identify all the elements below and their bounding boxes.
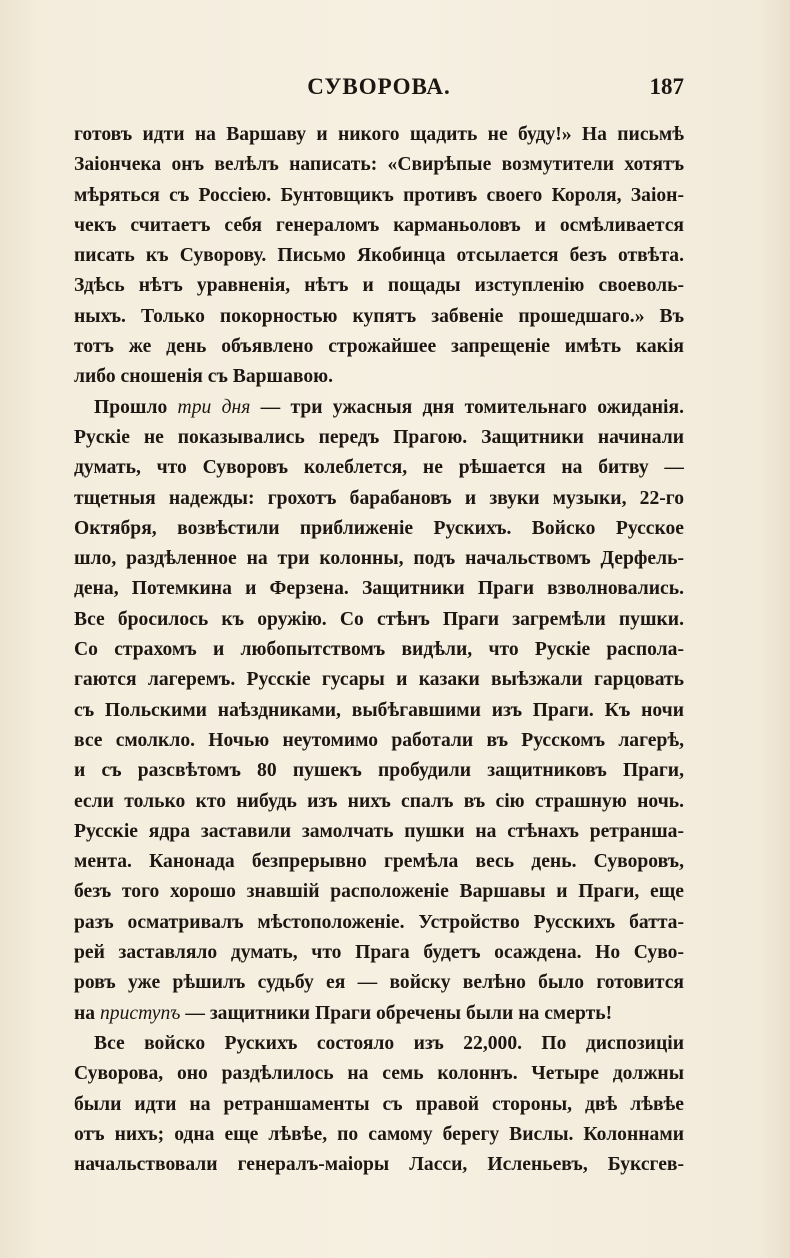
text-line: ныхъ. Только покорностью купятъ забвеніе прошедшаго.» Въ <box>74 305 684 327</box>
text-line: начальствовали генералъ-маіоры Ласси, Исленьевъ, Буксгев- <box>74 1154 684 1176</box>
text-line: разъ осматривалъ мѣстоположеніе. Устройство Русскихъ батта- <box>74 911 684 933</box>
text-line: Русскіе ядра заставили замолчать пушки на стѣнахъ ретранша- <box>74 820 684 842</box>
text-line: шло, раздѣленное на три колонны, подъ начальствомъ Дерфель- <box>74 548 684 570</box>
running-title: СУВОРОВА. <box>307 74 451 99</box>
text-line: Все войско Рускихъ состояло изъ 22,000. По диспозиціи <box>94 1032 684 1054</box>
text-line: мента. Канонада безпрерывно гремѣла весь день. Суворовъ, <box>74 851 684 873</box>
text-line: Руcкіе не показывались передъ Прагою. Защитники начинали <box>74 426 684 448</box>
text-line: тотъ же день объявлено строжайшее запрещеніе имѣть какія <box>74 336 684 358</box>
text-line: Октября, возвѣстили приближеніе Рускихъ. Войско Русское <box>74 517 684 539</box>
page-number: 187 <box>649 74 684 99</box>
text-line: либо сношенія съ Варшавою. <box>74 366 334 388</box>
text-line: Здѣсь нѣтъ уравненія, нѣтъ и пощады изступленію своеволь- <box>74 275 684 297</box>
emphasis-text: приступъ <box>100 1002 181 1024</box>
text-run: — защитники Праги обречены были на смерть! <box>180 1002 613 1024</box>
text-line: чекъ считаетъ себя генераломъ карманьоловъ и осмѣливается <box>74 214 684 236</box>
text-line: Со страхомъ и любопытствомъ видѣли, что Рускіе распола- <box>74 639 684 661</box>
text-line: безъ того хорошо знавшій расположеніе Варшавы и Праги, еще <box>74 881 684 903</box>
text-line: все смолкло. Ночью неутомимо работали въ Русскомъ лагерѣ, <box>74 729 684 751</box>
body-text <box>74 120 684 1180</box>
text-line: отъ нихъ; одна еще лѣвѣе, по самому берегу Вислы. Колоннами <box>74 1123 684 1145</box>
text-line: если только кто нибудь изъ нихъ спалъ въ сію страшную ночь. <box>74 790 684 812</box>
text-line: и съ разсвѣтомъ 80 пушекъ пробудили защитниковъ Праги, <box>74 760 684 782</box>
text-line: рей заставляло думать, что Прага будетъ осаждена. Но Суво- <box>74 942 684 964</box>
page-header <box>74 72 684 106</box>
text-line: дена, Потемкина и Ферзена. Защитники Праги взволновались. <box>74 578 684 600</box>
text-line: Все бросилось къ оружію. Со стѣнъ Праги загремѣли пушки. <box>74 608 684 630</box>
text-line: Заіончека онъ велѣлъ написать: «Свирѣпые возмутители хотятъ <box>74 154 684 176</box>
text-run: — три ужасныя дня томительнаго ожиданія. <box>250 396 684 418</box>
text-line <box>74 393 684 423</box>
text-run: Прошло <box>94 396 178 418</box>
text-line: думать, что Суворовъ колеблется, не рѣшается на битву — <box>74 457 684 479</box>
text-line: съ Польскими наѣздниками, выбѣгавшими изъ Праги. Къ ночи <box>74 699 684 721</box>
text-line: гаются лагеремъ. Русскіе гусары и казаки выѣзжали гарцовать <box>74 669 684 691</box>
text-line: ровъ уже рѣшилъ судьбу ея — войску велѣно было готовится <box>74 972 684 994</box>
text-line: были идти на ретраншаменты съ правой стороны, двѣ лѣвѣе <box>74 1093 684 1115</box>
text-line: писать къ Суворову. Письмо Якобинца отсылается безъ отвѣта. <box>74 245 684 267</box>
text-run: на <box>74 1002 100 1024</box>
emphasis-text: три дня <box>177 396 251 418</box>
text-line: Суворова, оно раздѣлилось на семь колоннъ. Четыре должны <box>74 1063 684 1085</box>
text-line: готовъ идти на Варшаву и никого щадить не буду!» На письмѣ <box>74 124 684 145</box>
text-line: мѣряться съ Россіею. Бунтовщикъ противъ своего Короля, Заіон- <box>74 184 684 206</box>
text-line <box>74 999 684 1029</box>
text-line: тщетныя надежды: грохотъ барабановъ и звуки музыки, 22-го <box>74 487 684 509</box>
